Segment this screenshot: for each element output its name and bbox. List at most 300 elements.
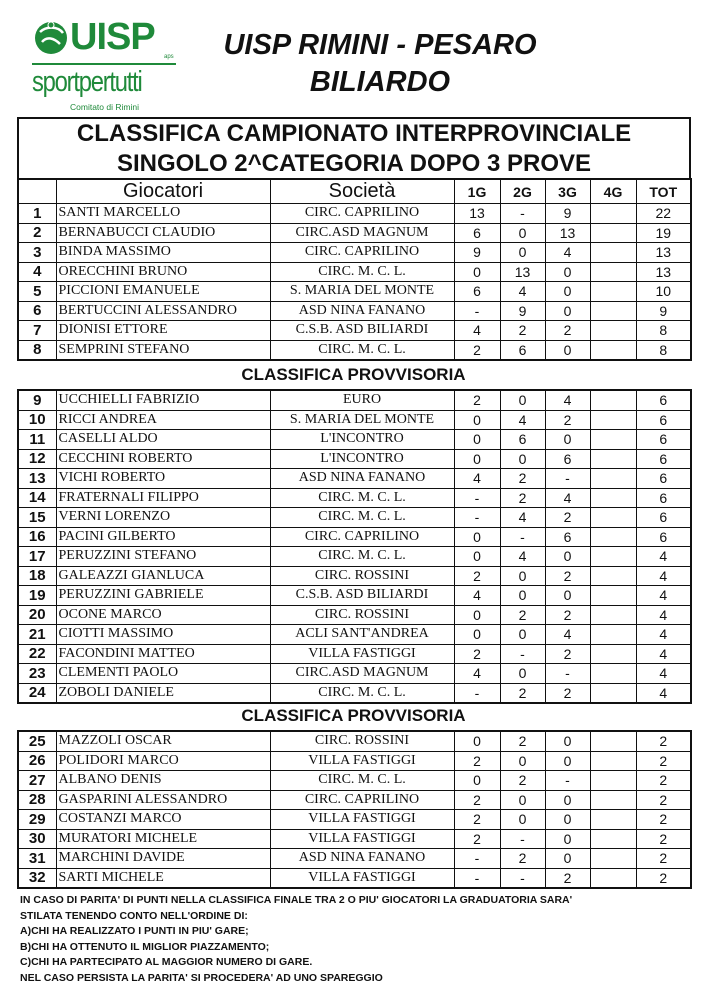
score-g1-cell: 13 [454,204,500,224]
total-cell: 4 [636,605,691,625]
club-cell: ASD NINA FANANO [270,469,454,489]
score-g2-cell: 0 [500,790,545,810]
score-g3-cell: 9 [545,204,590,224]
club-cell: C.S.B. ASD BILIARDI [270,586,454,606]
score-g1-cell: 0 [454,605,500,625]
total-cell: 4 [636,664,691,684]
table-row [18,282,691,302]
score-g4-cell [590,243,636,263]
player-name-cell: MARCHINI DAVIDE [56,849,270,869]
club-cell: CIRC. M. C. L. [270,488,454,508]
score-g4-cell [590,223,636,243]
player-name-cell: VERNI LORENZO [56,508,270,528]
score-g2-cell: 0 [500,449,545,469]
total-cell: 4 [636,644,691,664]
score-g4-cell [590,430,636,450]
club-cell: L'INCONTRO [270,430,454,450]
score-g1-cell: 0 [454,731,500,751]
total-cell: 6 [636,449,691,469]
player-name-cell: GASPARINI ALESSANDRO [56,790,270,810]
table-row [18,508,691,528]
score-g2-cell: 2 [500,731,545,751]
standings-table-middle [17,389,692,704]
score-g1-cell: 4 [454,586,500,606]
col-g4: 4G [590,179,636,204]
score-g3-cell: 2 [545,868,590,888]
note-line: B)CHI HA OTTENUTO IL MIGLIOR PIAZZAMENTO; [20,940,270,953]
player-name-cell: VICHI ROBERTO [56,469,270,489]
player-name-cell: COSTANZI MARCO [56,810,270,830]
rank-cell: 21 [18,625,56,645]
rank-cell: 22 [18,644,56,664]
score-g2-cell: - [500,829,545,849]
score-g3-cell: 2 [545,410,590,430]
club-cell: ASD NINA FANANO [270,849,454,869]
player-name-cell: BINDA MASSIMO [56,243,270,263]
table-row [18,527,691,547]
club-cell: CIRC. ROSSINI [270,731,454,751]
score-g4-cell [590,204,636,224]
standings-table-top [17,178,692,361]
score-g3-cell: 0 [545,586,590,606]
logo-committee: Comitato di Rimini [70,102,139,112]
score-g4-cell [590,829,636,849]
total-cell: 10 [636,282,691,302]
player-name-cell: FACONDINI MATTEO [56,644,270,664]
score-g2-cell: 2 [500,488,545,508]
score-g3-cell: 2 [545,644,590,664]
score-g1-cell: - [454,488,500,508]
score-g4-cell [590,488,636,508]
score-g4-cell [590,664,636,684]
table-row [18,566,691,586]
score-g2-cell: 4 [500,547,545,567]
score-g2-cell: 6 [500,430,545,450]
table-row [18,625,691,645]
total-cell: 22 [636,204,691,224]
table-row [18,868,691,888]
player-name-cell: SARTI MICHELE [56,868,270,888]
table-row [18,262,691,282]
player-name-cell: FRATERNALI FILIPPO [56,488,270,508]
ranking-title-box [17,117,691,180]
ranking-title-line1: CLASSIFICA CAMPIONATO INTERPROVINCIALE [76,120,632,147]
score-g1-cell: 6 [454,223,500,243]
player-name-cell: ALBANO DENIS [56,771,270,791]
rank-cell: 24 [18,683,56,703]
rank-cell: 12 [18,449,56,469]
score-g4-cell [590,731,636,751]
rank-cell: 29 [18,810,56,830]
rank-cell: 14 [18,488,56,508]
score-g2-cell: 9 [500,301,545,321]
club-cell: VILLA FASTIGGI [270,868,454,888]
score-g1-cell: 2 [454,751,500,771]
score-g4-cell [590,321,636,341]
score-g3-cell: 6 [545,527,590,547]
score-g2-cell: 4 [500,508,545,528]
table-row [18,301,691,321]
table-row [18,204,691,224]
player-name-cell: CASELLI ALDO [56,430,270,450]
table-header-row [18,179,691,204]
score-g1-cell: - [454,868,500,888]
total-cell: 13 [636,262,691,282]
score-g2-cell: - [500,204,545,224]
score-g3-cell: 0 [545,790,590,810]
table-row [18,605,691,625]
score-g2-cell: 13 [500,262,545,282]
club-cell: ASD NINA FANANO [270,301,454,321]
col-tot: TOT [636,179,691,204]
score-g3-cell: 2 [545,566,590,586]
table-row [18,586,691,606]
org-title: UISP RIMINI - PESARO [223,29,537,61]
total-cell: 9 [636,301,691,321]
player-name-cell: GALEAZZI GIANLUCA [56,566,270,586]
sport-title: BILIARDO [309,66,451,98]
rank-cell: 31 [18,849,56,869]
score-g3-cell: 4 [545,243,590,263]
table-row [18,488,691,508]
rank-cell: 7 [18,321,56,341]
score-g4-cell [590,410,636,430]
club-cell: CIRC. ROSSINI [270,566,454,586]
score-g3-cell: 2 [545,321,590,341]
table-row [18,664,691,684]
note-line: IN CASO DI PARITA' DI PUNTI NELLA CLASSIFICA FINALE TRA 2 O PIU' GIOCATORI LA GRADUATORIA SARA' [20,894,573,906]
score-g2-cell: 0 [500,390,545,410]
score-g3-cell: 2 [545,605,590,625]
rank-cell: 8 [18,340,56,360]
table-row [18,243,691,263]
table-row [18,683,691,703]
score-g1-cell: 0 [454,430,500,450]
score-g2-cell: 2 [500,849,545,869]
table-row [18,547,691,567]
score-g1-cell: - [454,508,500,528]
club-cell: CIRC. M. C. L. [270,771,454,791]
score-g1-cell: 0 [454,410,500,430]
rank-cell: 25 [18,731,56,751]
score-g4-cell [590,469,636,489]
standings-table-bottom [17,730,692,889]
score-g1-cell: - [454,301,500,321]
score-g1-cell: 9 [454,243,500,263]
col-g1: 1G [454,179,500,204]
score-g1-cell: - [454,849,500,869]
total-cell: 4 [636,625,691,645]
table-row [18,849,691,869]
total-cell: 2 [636,849,691,869]
score-g1-cell: 0 [454,547,500,567]
total-cell: 4 [636,586,691,606]
rank-cell: 2 [18,223,56,243]
score-g4-cell [590,262,636,282]
score-g2-cell: 2 [500,321,545,341]
rank-cell: 28 [18,790,56,810]
score-g1-cell: 2 [454,340,500,360]
score-g1-cell: 2 [454,829,500,849]
score-g2-cell: 4 [500,282,545,302]
section-label-provisional-1: CLASSIFICA PROVVISORIA [241,365,466,384]
score-g4-cell [590,849,636,869]
score-g1-cell: 2 [454,644,500,664]
club-cell: C.S.B. ASD BILIARDI [270,321,454,341]
col-g3: 3G [545,179,590,204]
score-g3-cell: 0 [545,430,590,450]
score-g3-cell: 0 [545,282,590,302]
table-row [18,469,691,489]
score-g3-cell: - [545,469,590,489]
score-g3-cell: 0 [545,547,590,567]
score-g4-cell [590,566,636,586]
player-name-cell: BERNABUCCI CLAUDIO [56,223,270,243]
rank-cell: 15 [18,508,56,528]
score-g2-cell: 0 [500,243,545,263]
score-g2-cell: 2 [500,771,545,791]
score-g4-cell [590,390,636,410]
total-cell: 6 [636,527,691,547]
score-g3-cell: 0 [545,849,590,869]
section-label-provisional-2: CLASSIFICA PROVVISORIA [241,706,466,725]
score-g4-cell [590,449,636,469]
player-name-cell: PERUZZINI GABRIELE [56,586,270,606]
total-cell: 2 [636,790,691,810]
player-name-cell: POLIDORI MARCO [56,751,270,771]
score-g1-cell: 2 [454,390,500,410]
table-row [18,390,691,410]
score-g1-cell: 0 [454,527,500,547]
total-cell: 6 [636,508,691,528]
score-g1-cell: 0 [454,262,500,282]
total-cell: 19 [636,223,691,243]
score-g3-cell: 0 [545,301,590,321]
player-name-cell: SEMPRINI STEFANO [56,340,270,360]
score-g2-cell: 6 [500,340,545,360]
player-name-cell: BERTUCCINI ALESSANDRO [56,301,270,321]
score-g2-cell: 0 [500,223,545,243]
logo-brand: UISP [70,16,155,58]
score-g4-cell [590,810,636,830]
total-cell: 8 [636,340,691,360]
score-g4-cell [590,508,636,528]
score-g2-cell: 0 [500,566,545,586]
club-cell: VILLA FASTIGGI [270,810,454,830]
club-cell: CIRC. M. C. L. [270,508,454,528]
score-g2-cell: 0 [500,625,545,645]
score-g4-cell [590,683,636,703]
score-g3-cell: 2 [545,508,590,528]
ranking-title-line2: SINGOLO 2^CATEGORIA DOPO 3 PROVE [116,150,592,177]
rank-cell: 11 [18,430,56,450]
score-g3-cell: 4 [545,488,590,508]
club-cell: VILLA FASTIGGI [270,644,454,664]
score-g2-cell: 4 [500,410,545,430]
rank-cell: 32 [18,868,56,888]
total-cell: 6 [636,469,691,489]
score-g1-cell: 2 [454,790,500,810]
col-g2: 2G [500,179,545,204]
player-name-cell: ZOBOLI DANIELE [56,683,270,703]
table-row [18,340,691,360]
player-name-cell: MURATORI MICHELE [56,829,270,849]
score-g1-cell: 0 [454,449,500,469]
score-g1-cell: 0 [454,625,500,645]
score-g2-cell: 0 [500,810,545,830]
score-g4-cell [590,625,636,645]
total-cell: 4 [636,683,691,703]
score-g1-cell: 2 [454,566,500,586]
rank-cell: 10 [18,410,56,430]
score-g4-cell [590,751,636,771]
rank-cell: 6 [18,301,56,321]
tie-break-notes [20,893,572,986]
table-row [18,449,691,469]
player-name-cell: ORECCHINI BRUNO [56,262,270,282]
score-g4-cell [590,282,636,302]
score-g3-cell: 4 [545,625,590,645]
club-cell: CIRC. M. C. L. [270,262,454,282]
score-g2-cell: - [500,868,545,888]
score-g1-cell: 2 [454,810,500,830]
score-g3-cell: 2 [545,683,590,703]
club-cell: L'INCONTRO [270,449,454,469]
score-g4-cell [590,868,636,888]
table-row [18,223,691,243]
table-row [18,810,691,830]
table-row [18,644,691,664]
score-g3-cell: 0 [545,751,590,771]
player-name-cell: PERUZZINI STEFANO [56,547,270,567]
score-g1-cell: 4 [454,469,500,489]
total-cell: 2 [636,868,691,888]
rank-cell: 1 [18,204,56,224]
col-player: Giocatori [56,179,270,204]
rank-cell: 16 [18,527,56,547]
score-g2-cell: 2 [500,683,545,703]
score-g4-cell [590,527,636,547]
rank-cell: 30 [18,829,56,849]
score-g3-cell: 4 [545,390,590,410]
rank-cell: 20 [18,605,56,625]
rank-cell: 19 [18,586,56,606]
total-cell: 6 [636,410,691,430]
score-g3-cell: - [545,664,590,684]
club-cell: CIRC. CAPRILINO [270,527,454,547]
club-cell: VILLA FASTIGGI [270,751,454,771]
total-cell: 2 [636,829,691,849]
rank-cell: 18 [18,566,56,586]
club-cell: CIRC. CAPRILINO [270,790,454,810]
col-club: Società [270,179,454,204]
total-cell: 8 [636,321,691,341]
player-name-cell: PACINI GILBERTO [56,527,270,547]
rank-cell: 26 [18,751,56,771]
score-g3-cell: 0 [545,829,590,849]
score-g2-cell: - [500,527,545,547]
club-cell: VILLA FASTIGGI [270,829,454,849]
score-g3-cell: 0 [545,262,590,282]
rank-cell: 17 [18,547,56,567]
club-cell: CIRC. CAPRILINO [270,243,454,263]
total-cell: 2 [636,771,691,791]
score-g3-cell: 13 [545,223,590,243]
table-row [18,829,691,849]
club-cell: CIRC. M. C. L. [270,340,454,360]
club-cell: CIRC. M. C. L. [270,683,454,703]
score-g4-cell [590,301,636,321]
score-g4-cell [590,340,636,360]
rank-cell: 5 [18,282,56,302]
score-g1-cell: 0 [454,771,500,791]
total-cell: 6 [636,430,691,450]
rank-cell: 13 [18,469,56,489]
score-g1-cell: 4 [454,321,500,341]
score-g2-cell: 2 [500,605,545,625]
rank-cell: 4 [18,262,56,282]
player-name-cell: PICCIONI EMANUELE [56,282,270,302]
total-cell: 2 [636,810,691,830]
logo-suffix: aps [164,54,174,60]
table-row [18,321,691,341]
rank-cell: 3 [18,243,56,263]
club-cell: CIRC.ASD MAGNUM [270,223,454,243]
score-g3-cell: 0 [545,340,590,360]
logo-tagline: sportpertutti [32,66,142,98]
club-cell: ACLI SANT'ANDREA [270,625,454,645]
score-g4-cell [590,547,636,567]
player-name-cell: SANTI MARCELLO [56,204,270,224]
note-line: A)CHI HA REALIZZATO I PUNTI IN PIU' GARE; [20,925,249,937]
player-name-cell: CLEMENTI PAOLO [56,664,270,684]
club-cell: S. MARIA DEL MONTE [270,282,454,302]
club-cell: EURO [270,390,454,410]
score-g3-cell: 0 [545,810,590,830]
score-g1-cell: - [454,683,500,703]
note-line: NEL CASO PERSISTA LA PARITA' SI PROCEDERA' AD UNO SPAREGGIO [20,971,383,984]
note-line: STILATA TENENDO CONTO NELL'ORDINE DI: [20,909,248,922]
table-row [18,751,691,771]
score-g3-cell: 0 [545,731,590,751]
uisp-emblem-icon [32,18,70,56]
player-name-cell: RICCI ANDREA [56,410,270,430]
total-cell: 2 [636,731,691,751]
player-name-cell: MAZZOLI OSCAR [56,731,270,751]
total-cell: 4 [636,547,691,567]
club-cell: CIRC. M. C. L. [270,547,454,567]
score-g1-cell: 4 [454,664,500,684]
score-g4-cell [590,771,636,791]
table-row [18,790,691,810]
score-g4-cell [590,644,636,664]
score-g4-cell [590,586,636,606]
player-name-cell: CIOTTI MASSIMO [56,625,270,645]
table-row [18,731,691,751]
score-g1-cell: 6 [454,282,500,302]
col-rank [18,179,56,204]
score-g2-cell: 0 [500,664,545,684]
table-row [18,771,691,791]
note-line: C)CHI HA PARTECIPATO AL MAGGIOR NUMERO DI GARE. [20,956,313,968]
club-cell: CIRC. ROSSINI [270,605,454,625]
player-name-cell: DIONISI ETTORE [56,321,270,341]
score-g4-cell [590,605,636,625]
score-g4-cell [590,790,636,810]
uisp-logo [30,16,180,116]
score-g2-cell: 2 [500,469,545,489]
table-row [18,410,691,430]
